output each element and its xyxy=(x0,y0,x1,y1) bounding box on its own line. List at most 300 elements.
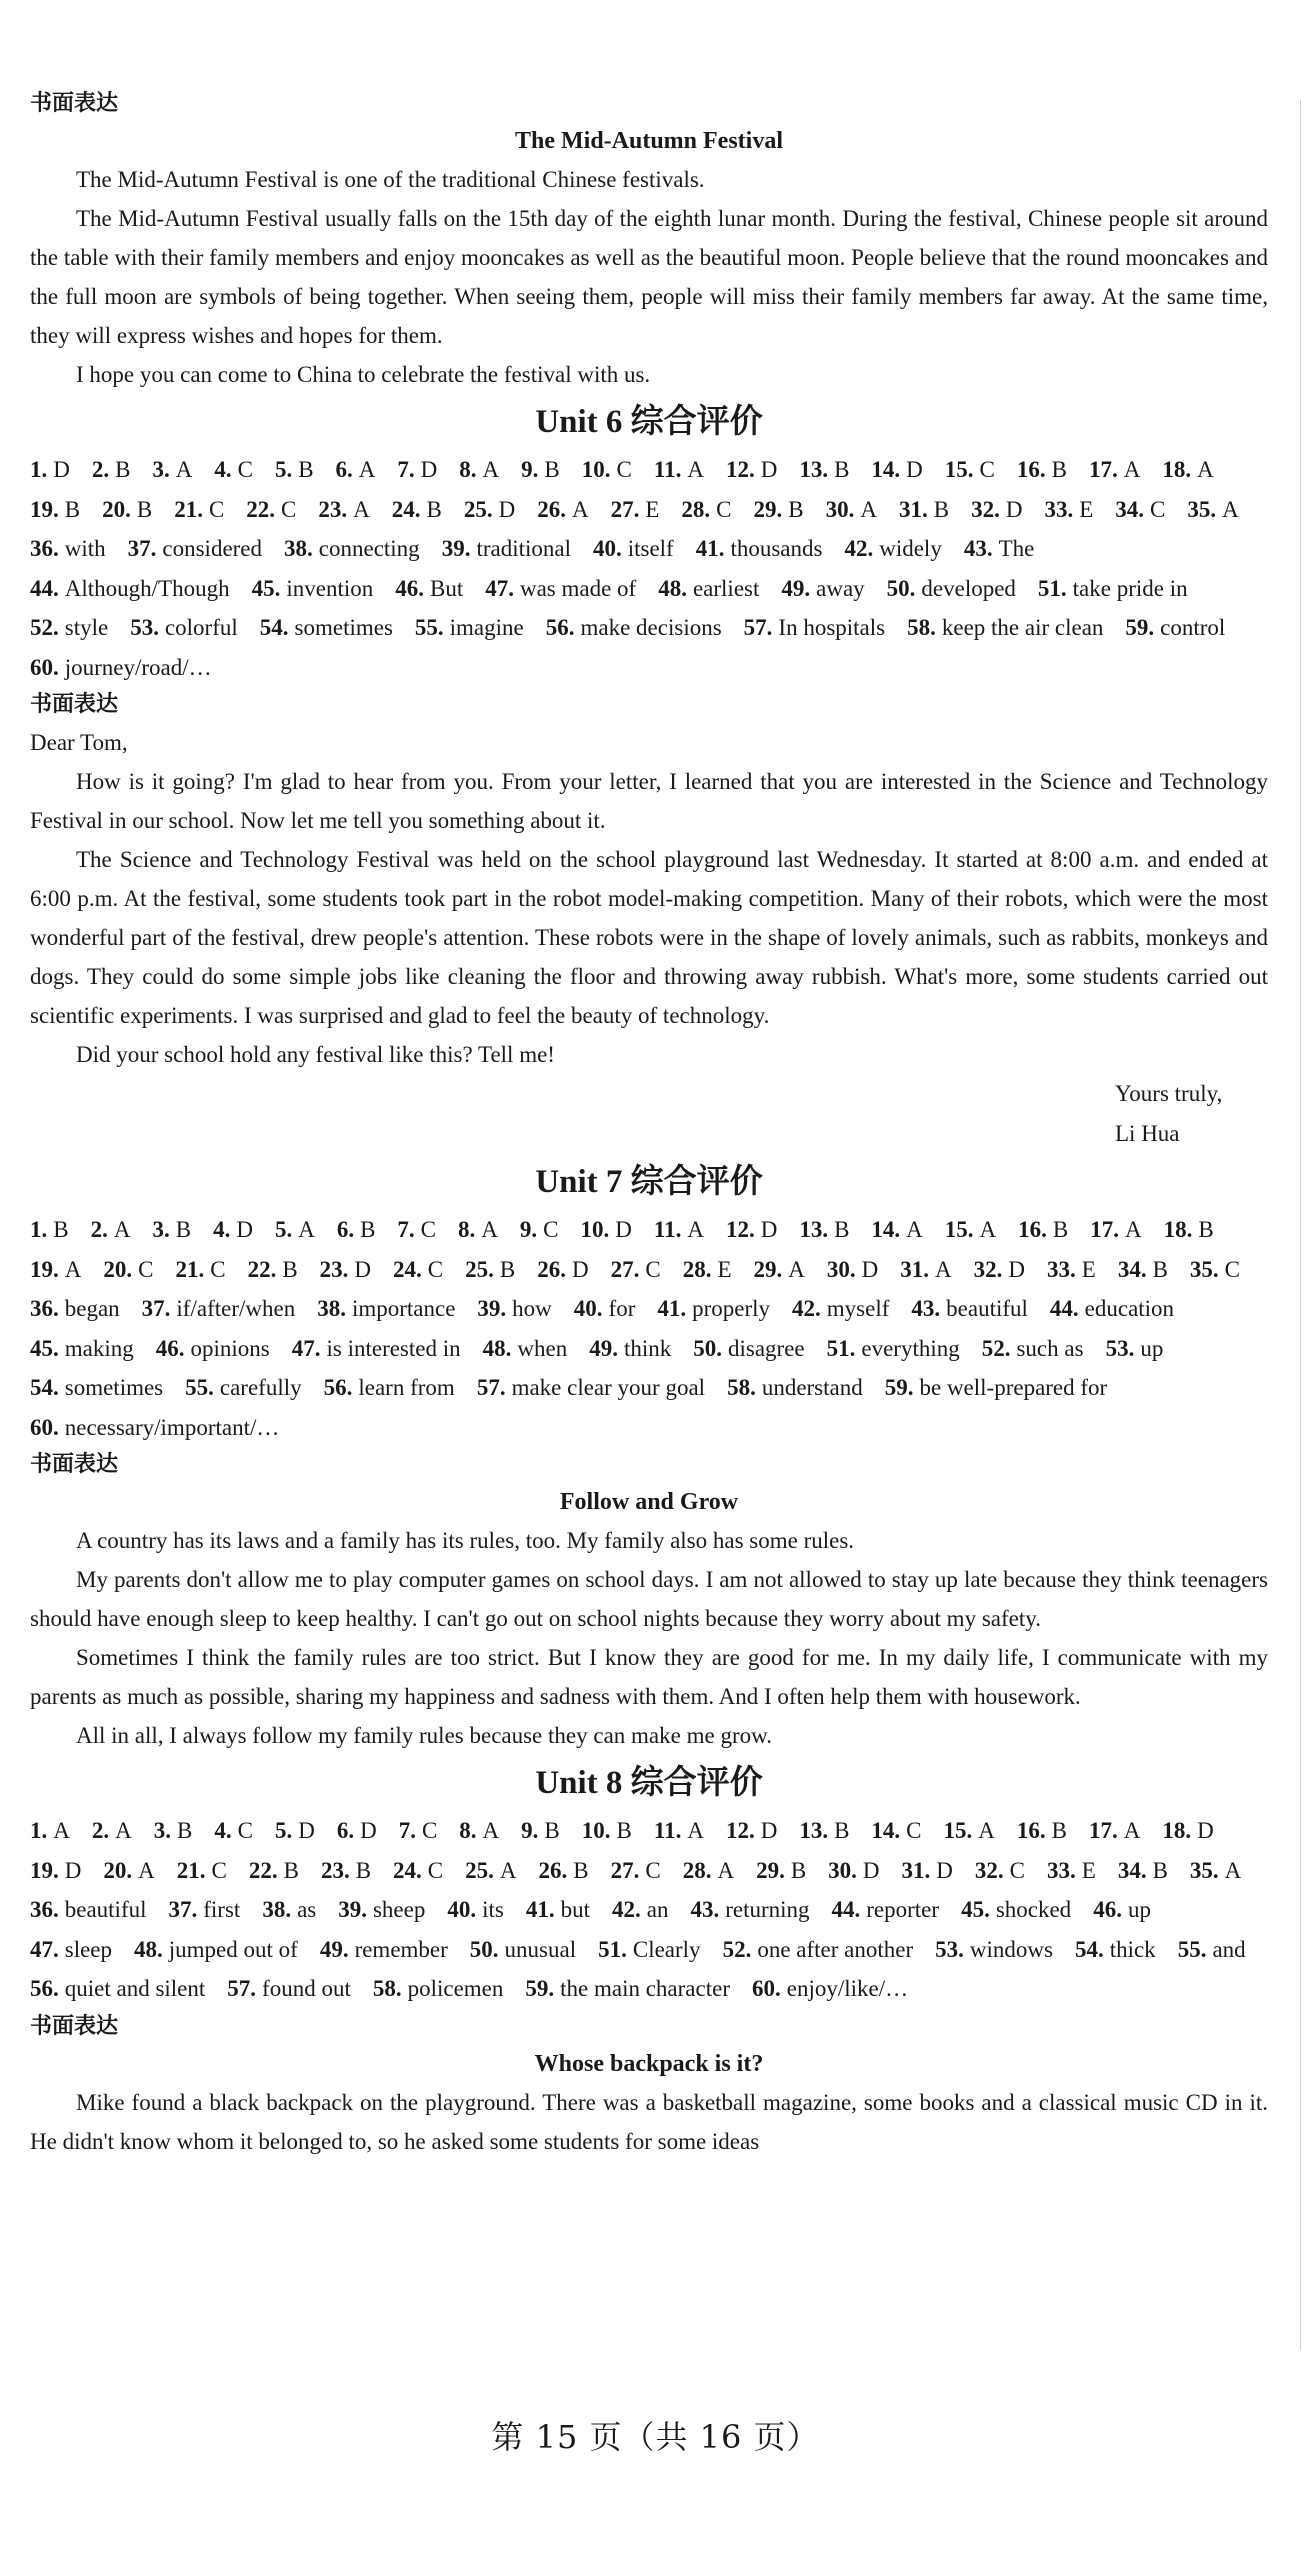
answer-text: how xyxy=(512,1296,552,1321)
question-number: 49. xyxy=(781,575,811,601)
answer-text: sheep xyxy=(372,1897,426,1922)
question-number: 30. xyxy=(826,1256,856,1282)
answer-text: everything xyxy=(861,1335,960,1361)
answer-item xyxy=(397,1210,436,1250)
answer-text: E xyxy=(717,1256,732,1282)
answer-item xyxy=(1178,1930,1246,1970)
answer-text: D xyxy=(906,457,923,482)
answer-text: A xyxy=(687,1217,704,1242)
answer-text: D xyxy=(360,1818,377,1843)
question-number: 15. xyxy=(944,1217,974,1242)
question-number: 33. xyxy=(1047,1256,1076,1282)
answer-item xyxy=(292,1329,461,1369)
answer-item xyxy=(589,1329,671,1369)
answer-item xyxy=(612,1890,668,1930)
question-number: 35. xyxy=(1189,1256,1219,1282)
question-number: 28. xyxy=(682,1857,712,1883)
answer-item xyxy=(393,1250,443,1290)
answer-text: such as xyxy=(1016,1335,1084,1361)
question-number: 23. xyxy=(318,496,348,522)
question-number: 36. xyxy=(30,1897,59,1922)
answer-item xyxy=(871,1210,922,1250)
question-number: 54. xyxy=(1074,1936,1104,1962)
answer-text: A xyxy=(687,1818,704,1843)
answer-item xyxy=(262,1890,316,1930)
question-number: 9. xyxy=(521,1818,539,1843)
answer-text: when xyxy=(517,1335,568,1361)
question-number: 55. xyxy=(185,1375,214,1400)
answer-item xyxy=(1090,1210,1141,1250)
question-number: 24. xyxy=(391,496,421,522)
question-number: 51. xyxy=(598,1936,627,1962)
answer-text: necessary/important/… xyxy=(64,1414,280,1440)
answer-item xyxy=(902,1851,953,1891)
answer-text: Although/Though xyxy=(64,575,230,601)
answer-text: A xyxy=(1123,457,1141,482)
answer-item xyxy=(521,1811,560,1851)
answer-text: A xyxy=(499,1857,517,1883)
question-number: 41. xyxy=(525,1897,555,1922)
answer-item xyxy=(252,569,374,609)
answer-text: with xyxy=(64,536,106,561)
answer-text: B xyxy=(355,1857,372,1883)
question-number: 22. xyxy=(246,496,276,522)
answer-item xyxy=(1118,1851,1168,1891)
answer-item xyxy=(657,1289,770,1329)
answer-item xyxy=(318,490,369,530)
answer-item xyxy=(1018,1210,1068,1250)
answer-item xyxy=(799,1811,849,1851)
answer-item xyxy=(1089,450,1140,490)
answer-text: importance xyxy=(351,1296,456,1321)
answer-item xyxy=(974,1250,1025,1290)
answer-text: first xyxy=(203,1897,241,1922)
answer-text: C xyxy=(210,1256,226,1282)
question-number: 43. xyxy=(911,1296,941,1321)
answer-text: and xyxy=(1212,1936,1246,1962)
question-number: 19. xyxy=(30,1857,59,1883)
answer-text: B xyxy=(1198,1217,1214,1242)
question-number: 33. xyxy=(1044,496,1074,522)
answer-item xyxy=(337,1210,376,1250)
answer-item xyxy=(611,490,660,530)
answer-item xyxy=(275,1811,315,1851)
answer-text: imagine xyxy=(449,615,524,640)
answer-item xyxy=(30,569,230,609)
writing-label-7: 书面表达 xyxy=(30,1452,119,1477)
answer-item xyxy=(185,1368,301,1408)
answer-text: quiet and silent xyxy=(64,1976,206,2001)
answer-text: A xyxy=(358,457,376,482)
question-number: 45. xyxy=(251,575,281,601)
question-number: 36. xyxy=(30,1296,59,1321)
answer-text: but xyxy=(560,1897,590,1922)
question-number: 29. xyxy=(753,1256,783,1282)
answer-item xyxy=(30,1210,69,1250)
essay-title-7: Follow and Grow xyxy=(559,1489,739,1515)
question-number: 30. xyxy=(828,1857,857,1883)
answer-item xyxy=(459,1811,499,1851)
question-number: 35. xyxy=(1189,1857,1219,1883)
answer-text: C xyxy=(906,1818,922,1843)
answer-item xyxy=(681,490,731,530)
answer-text: returning xyxy=(725,1897,810,1922)
answer-item xyxy=(1017,450,1067,490)
answer-item xyxy=(871,1811,921,1851)
answer-item xyxy=(92,1811,132,1851)
page-number: 第 15 页（共 16 页） xyxy=(491,2418,820,2456)
answer-text: keep the air clean xyxy=(941,615,1104,640)
answer-item xyxy=(275,1210,315,1250)
answer-text: unusual xyxy=(504,1936,577,1962)
answer-list-8 xyxy=(30,1811,1268,2009)
question-number: 21. xyxy=(176,1857,206,1883)
writing-label-8: 书面表达 xyxy=(30,2013,119,2039)
answer-item xyxy=(900,1250,951,1290)
answer-item xyxy=(30,490,80,530)
answer-item xyxy=(971,490,1022,530)
question-number: 9. xyxy=(519,1217,538,1242)
answer-item xyxy=(483,1329,568,1369)
answer-item xyxy=(696,529,823,569)
answer-text: found out xyxy=(262,1976,351,2001)
essay-body-7 xyxy=(30,1521,1268,1755)
question-number: 14. xyxy=(871,457,901,482)
letter-paragraph: Did your school hold any festival like this? Tell me! xyxy=(76,1042,555,1067)
question-number: 44. xyxy=(30,575,59,601)
unit-title-6: Unit 6 综合评价 xyxy=(535,404,763,440)
answer-text: D xyxy=(760,1818,778,1843)
answer-text: myself xyxy=(826,1296,890,1321)
writing-label-1: 书面表达 xyxy=(30,91,119,116)
answer-item xyxy=(574,1289,636,1329)
answer-text: up xyxy=(1140,1335,1164,1361)
answer-item xyxy=(744,608,885,648)
question-number: 49. xyxy=(589,1335,618,1361)
question-number: 8. xyxy=(459,457,477,482)
question-number: 39. xyxy=(338,1897,367,1922)
answer-item xyxy=(213,1210,253,1250)
answer-text: developed xyxy=(921,575,1016,601)
answer-item xyxy=(537,1250,588,1290)
answer-item xyxy=(844,529,941,569)
question-number: 16. xyxy=(1018,1217,1047,1242)
answer-item xyxy=(1125,608,1225,648)
answer-text: away xyxy=(816,575,865,601)
answer-text: A xyxy=(1197,457,1214,482)
question-number: 19. xyxy=(30,1256,59,1282)
answer-item xyxy=(92,450,131,490)
answer-text: policemen xyxy=(407,1976,504,2001)
answer-item xyxy=(275,450,314,490)
question-number: 12. xyxy=(725,1818,755,1843)
answer-text: E xyxy=(1081,1256,1096,1282)
answer-item xyxy=(752,1969,908,2009)
answer-item xyxy=(30,1969,205,2009)
question-number: 59. xyxy=(525,1976,555,2001)
question-number: 44. xyxy=(1049,1296,1079,1321)
question-number: 39. xyxy=(477,1296,507,1321)
question-number: 52. xyxy=(981,1335,1011,1361)
question-number: 56. xyxy=(323,1375,353,1400)
answer-item xyxy=(885,1368,1107,1408)
answer-item xyxy=(227,1969,351,2009)
question-number: 28. xyxy=(681,496,711,522)
answer-item xyxy=(321,1851,371,1891)
answer-text: B xyxy=(426,496,442,522)
question-number: 41. xyxy=(657,1296,687,1321)
question-number: 20. xyxy=(103,1857,133,1883)
question-number: 53. xyxy=(1105,1335,1135,1361)
answer-item xyxy=(458,1210,498,1250)
answer-item xyxy=(683,1250,732,1290)
question-number: 41. xyxy=(695,536,725,561)
question-number: 14. xyxy=(871,1818,901,1843)
answer-text: C xyxy=(208,496,225,522)
question-number: 43. xyxy=(963,536,993,561)
answer-item xyxy=(781,569,864,609)
question-number: 32. xyxy=(974,1857,1004,1883)
letter-paragraph: The Science and Technology Festival was held on the school playground last Wednesday. It started at 8:00 a.m. and ended at 6:00 p.m. At the festival, some students took part in the robot model-making competition. Many of their robots, which were the most wonderful part of the festival, drew people's attention. These robots were in the shape of lovely animals, such as rabbits, monkeys and dogs. They could do some simple jobs like cleaning the floor and throwing away rubbish. What's more, some students carried out scientific experiments. I was surprised and glad to feel the beauty of technology. xyxy=(30,847,1268,1028)
question-number: 30. xyxy=(825,496,855,522)
question-number: 31. xyxy=(898,496,928,522)
question-number: 27. xyxy=(610,496,640,522)
answer-text: make decisions xyxy=(580,615,722,640)
answer-item xyxy=(30,529,106,569)
answer-text: A xyxy=(860,496,877,522)
answer-text: A xyxy=(1123,1818,1141,1843)
question-number: 1. xyxy=(30,1217,48,1242)
answer-item xyxy=(30,608,108,648)
answer-item xyxy=(907,608,1103,648)
answer-text: D xyxy=(236,1217,253,1242)
answer-item xyxy=(827,1329,960,1369)
answer-text: remember xyxy=(354,1936,448,1962)
answer-text: sometimes xyxy=(64,1375,164,1400)
question-number: 6. xyxy=(336,1818,355,1843)
answer-item xyxy=(142,1289,296,1329)
essay-paragraph: All in all, I always follow my family rules because they can make me grow. xyxy=(76,1723,772,1748)
answer-item xyxy=(477,1289,551,1329)
answer-text: C xyxy=(645,1857,661,1883)
answer-item xyxy=(1075,1930,1156,1970)
answer-text: A xyxy=(717,1857,735,1883)
answer-text: be well-prepared for xyxy=(919,1375,1108,1400)
answer-text: A xyxy=(482,457,500,482)
answer-item xyxy=(246,490,296,530)
question-number: 13. xyxy=(799,457,829,482)
answer-item xyxy=(393,1851,443,1891)
question-number: 3. xyxy=(152,457,170,482)
question-number: 4. xyxy=(214,457,232,482)
essay-title-1: The Mid-Autumn Festival xyxy=(514,128,783,154)
question-number: 53. xyxy=(935,1936,964,1962)
answer-text: B xyxy=(115,457,131,482)
answer-text: B xyxy=(136,496,153,522)
question-number: 48. xyxy=(658,575,687,601)
page-margin-line xyxy=(1300,100,1301,2350)
writing-label-6: 书面表达 xyxy=(30,692,119,717)
question-number: 54. xyxy=(259,615,289,640)
answer-item xyxy=(693,1329,804,1369)
question-number: 5. xyxy=(274,457,293,482)
question-number: 17. xyxy=(1090,1217,1120,1242)
answer-item xyxy=(477,1368,705,1408)
question-number: 48. xyxy=(134,1936,163,1962)
answer-item xyxy=(30,1408,279,1448)
answer-text: B xyxy=(64,496,81,522)
answer-text: B xyxy=(616,1818,632,1843)
question-number: 51. xyxy=(826,1335,856,1361)
question-number: 42. xyxy=(611,1897,641,1922)
question-number: 6. xyxy=(335,457,353,482)
question-number: 20. xyxy=(102,496,131,522)
question-number: 27. xyxy=(610,1256,640,1282)
question-number: 11. xyxy=(653,1818,682,1843)
answer-text: A xyxy=(1222,496,1239,522)
question-number: 35. xyxy=(1187,496,1217,522)
answer-text: as xyxy=(297,1897,317,1922)
answer-text: A xyxy=(113,1217,131,1242)
answer-text: an xyxy=(646,1897,669,1922)
answer-text: The xyxy=(998,536,1035,561)
question-number: 59. xyxy=(1125,615,1155,640)
answer-item xyxy=(485,569,636,609)
answer-item xyxy=(177,1851,227,1891)
essay-title-8: Whose backpack is it? xyxy=(534,2050,764,2077)
answer-item xyxy=(260,608,393,648)
question-number: 46. xyxy=(155,1335,185,1361)
question-number: 25. xyxy=(463,496,493,522)
answer-text: reporter xyxy=(866,1897,940,1922)
answer-text: D xyxy=(861,1256,879,1282)
question-number: 40. xyxy=(573,1296,603,1321)
answer-text: A xyxy=(906,1217,923,1242)
answer-item xyxy=(442,529,571,569)
answer-text: was made of xyxy=(519,575,637,601)
answer-item xyxy=(214,450,253,490)
answer-item xyxy=(30,1930,112,1970)
question-number: 22. xyxy=(247,1256,277,1282)
answer-item xyxy=(103,1851,154,1891)
answer-item xyxy=(392,490,442,530)
answer-text: considered xyxy=(162,536,263,561)
answer-text: C xyxy=(237,1818,253,1843)
answer-item xyxy=(887,569,1016,609)
question-number: 16. xyxy=(1016,457,1046,482)
answer-item xyxy=(447,1890,503,1930)
question-number: 24. xyxy=(393,1857,422,1883)
question-number: 40. xyxy=(447,1897,477,1922)
answer-text: D xyxy=(64,1857,82,1883)
question-number: 49. xyxy=(319,1936,349,1962)
answer-text: its xyxy=(482,1897,504,1922)
answer-text: B xyxy=(282,1256,298,1282)
question-number: 25. xyxy=(465,1857,494,1883)
answer-text: C xyxy=(421,1818,438,1843)
question-number: 31. xyxy=(901,1857,931,1883)
answer-item xyxy=(1093,1890,1151,1930)
question-number: 13. xyxy=(799,1217,829,1242)
essay-body-8 xyxy=(30,2083,1268,2161)
question-number: 50. xyxy=(469,1936,499,1962)
answer-item xyxy=(1115,490,1165,530)
question-number: 25. xyxy=(465,1256,494,1282)
answer-item xyxy=(284,529,420,569)
question-number: 56. xyxy=(30,1976,59,2001)
answer-item xyxy=(754,490,804,530)
answer-item xyxy=(975,1851,1025,1891)
answer-item xyxy=(935,1930,1053,1970)
answer-item xyxy=(690,1890,809,1930)
answer-text: B xyxy=(544,1818,560,1843)
answer-text: D xyxy=(298,1818,315,1843)
answer-item xyxy=(91,1210,131,1250)
answer-item xyxy=(799,1210,849,1250)
answer-text: D xyxy=(498,496,516,522)
answer-item xyxy=(415,608,524,648)
answer-item xyxy=(754,1250,805,1290)
question-number: 6. xyxy=(336,1217,355,1242)
question-number: 17. xyxy=(1088,1818,1118,1843)
answer-text: A xyxy=(53,1818,70,1843)
answer-text: C xyxy=(543,1217,559,1242)
answer-text: began xyxy=(64,1296,120,1321)
question-number: 58. xyxy=(907,615,936,640)
answer-item xyxy=(832,1890,940,1930)
question-number: 34. xyxy=(1117,1857,1147,1883)
answer-text: B xyxy=(544,457,560,482)
answer-item xyxy=(1017,1811,1067,1851)
answer-item xyxy=(465,1250,515,1290)
answer-text: D xyxy=(760,457,778,482)
question-number: 24. xyxy=(393,1256,422,1282)
question-number: 46. xyxy=(395,575,424,601)
answer-text: C xyxy=(281,496,297,522)
question-number: 37. xyxy=(168,1897,198,1922)
question-number: 20. xyxy=(103,1256,133,1282)
question-number: 16. xyxy=(1016,1818,1046,1843)
question-number: 36. xyxy=(30,536,59,561)
essay-paragraph: My parents don't allow me to play computer games on school days. I am not allowed to stay up late because they think teenagers should have enough sleep to keep healthy. I can't go out on school nights because they worry about my safety. xyxy=(30,1567,1268,1631)
answer-text: A xyxy=(64,1256,82,1282)
unit-title-7: Unit 7 综合评价 xyxy=(535,1164,763,1200)
answer-item xyxy=(30,450,70,490)
answer-text: C xyxy=(427,1256,444,1282)
answer-item xyxy=(521,450,560,490)
answer-text: control xyxy=(1160,615,1226,640)
question-number: 28. xyxy=(682,1256,712,1282)
question-number: 3. xyxy=(153,1818,171,1843)
answer-item xyxy=(214,1811,253,1851)
question-number: 3. xyxy=(152,1217,170,1242)
answer-item xyxy=(726,450,777,490)
question-number: 13. xyxy=(799,1818,829,1843)
answer-text: D xyxy=(936,1857,953,1883)
answer-text: shocked xyxy=(995,1897,1072,1922)
answer-text: windows xyxy=(969,1936,1053,1962)
question-number: 2. xyxy=(91,1818,110,1843)
answer-item xyxy=(465,1851,516,1891)
question-number: 7. xyxy=(398,1818,416,1843)
question-number: 55. xyxy=(1177,1936,1207,1962)
answer-item xyxy=(395,569,463,609)
answer-item xyxy=(727,1368,863,1408)
answer-text: A xyxy=(788,1256,805,1282)
question-number: 7. xyxy=(397,1217,415,1242)
question-number: 53. xyxy=(130,615,159,640)
answer-item xyxy=(945,1210,996,1250)
